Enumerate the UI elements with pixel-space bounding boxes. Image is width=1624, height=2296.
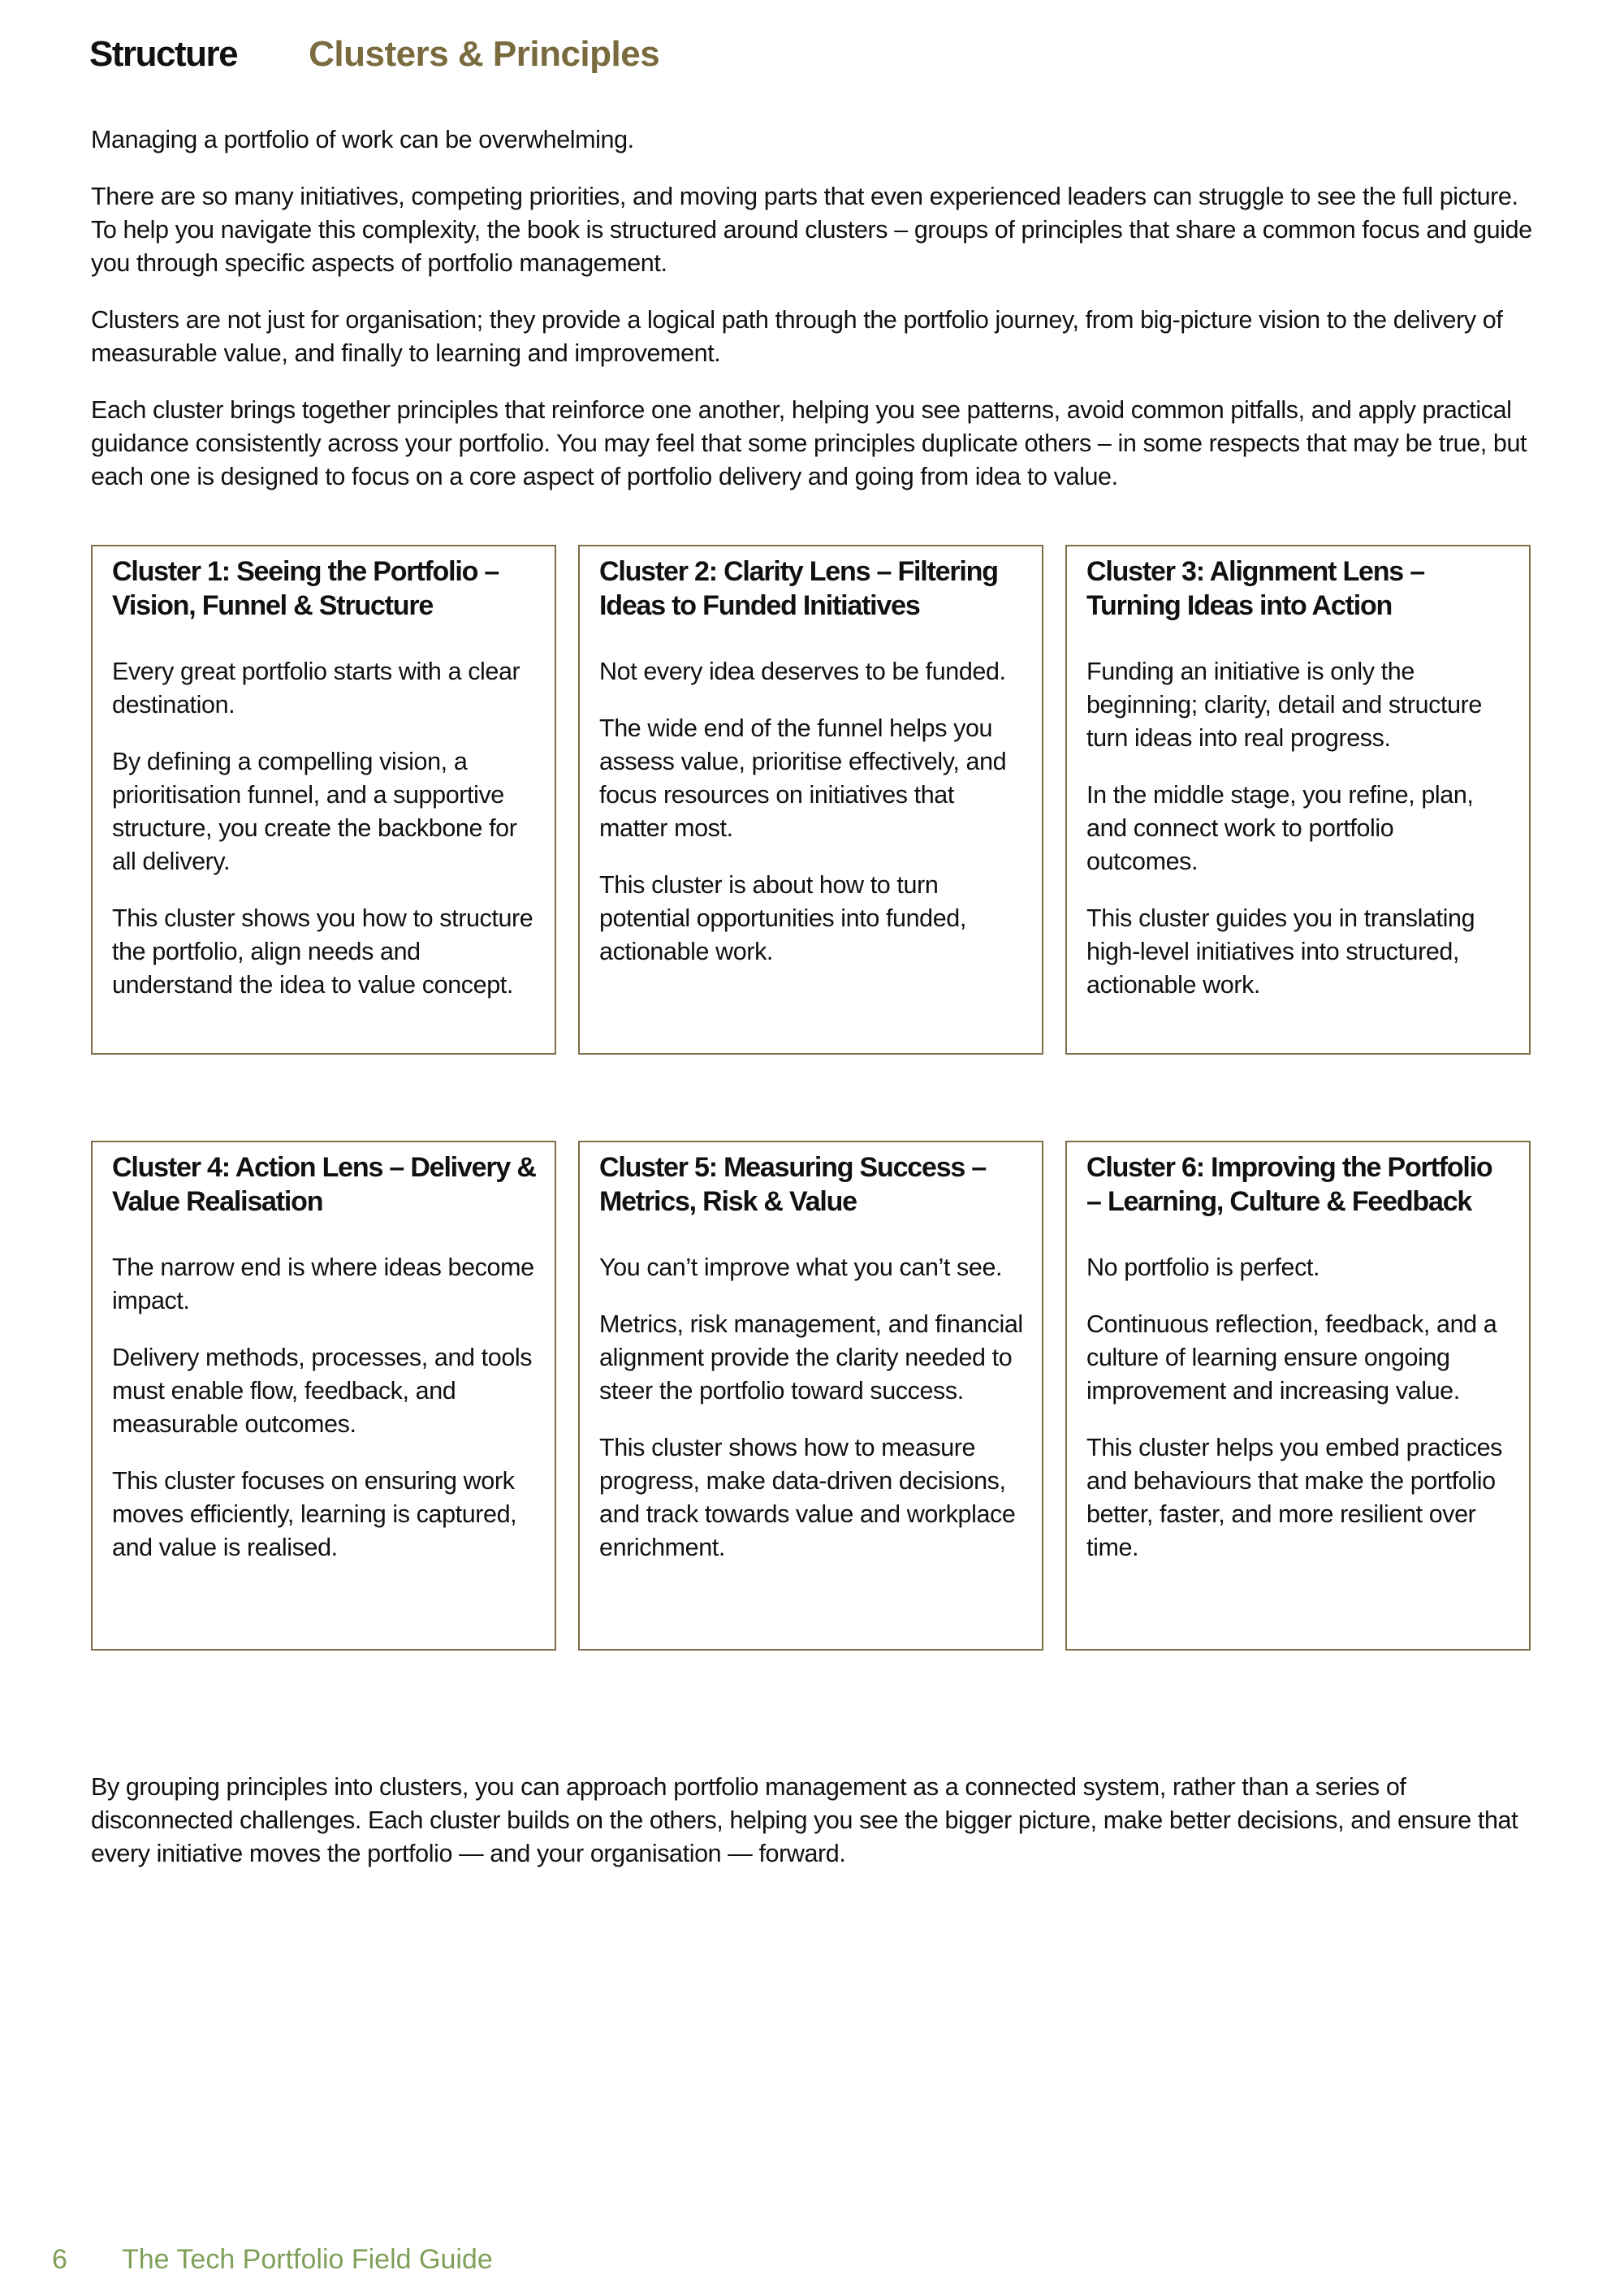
book-title: The Tech Portfolio Field Guide (122, 2244, 493, 2275)
cluster-paragraph: In the middle stage, you refine, plan, and connect work to portfolio outcomes. (1086, 781, 1474, 875)
section-label: Structure (89, 34, 238, 74)
intro-text (91, 123, 1536, 517)
cluster-paragraph: This cluster guides you in translating high-level initiatives into structured, actionable work. (1086, 904, 1475, 999)
cluster-paragraph: Not every idea deserves to be funded. (599, 658, 1006, 685)
cluster-card-6 (1065, 1141, 1531, 1651)
cluster-card-2 (578, 545, 1043, 1055)
page-title: Clusters & Principles (309, 34, 660, 74)
cluster-paragraph: Every great portfolio starts with a clear destination. (112, 658, 520, 719)
cluster-paragraph: This cluster shows you how to structure the portfolio, align needs and understand the idea to value concept. (112, 904, 533, 999)
cluster-card-1 (91, 545, 556, 1055)
cluster-card-5 (578, 1141, 1043, 1651)
cluster-card-3 (1065, 545, 1531, 1055)
cluster-title: Cluster 5: Measuring Success – Metrics, Risk & Value (599, 1152, 987, 1217)
cluster-title: Cluster 1: Seeing the Portfolio – Vision, Funnel & Structure (112, 556, 499, 621)
cluster-title: Cluster 4: Action Lens – Delivery & Value Realisation (112, 1152, 536, 1217)
cluster-paragraph: By defining a compelling vision, a prioritisation funnel, and a supportive structure, you create the backbone for all delivery. (112, 748, 517, 875)
closing-paragraph: By grouping principles into clusters, you can approach portfolio management as a connected system, rather than a series of disconnected challenges. Each cluster builds on the others, helping you see the bigger picture, make better decisions, and ensure that every initiative moves the portfolio — and your organisation — forward. (91, 1773, 1518, 1867)
cluster-paragraph: The narrow end is where ideas become impact. (112, 1254, 534, 1314)
cluster-paragraph: This cluster shows how to measure progress, make data-driven decisions, and track towards value and workplace enrichment. (599, 1434, 1016, 1561)
page-number: 6 (52, 2244, 67, 2275)
cluster-title: Cluster 2: Clarity Lens – Filtering Ideas to Funded Initiatives (599, 556, 998, 621)
cluster-paragraph: This cluster helps you embed practices and behaviours that make the portfolio better, faster, and more resilient over time. (1086, 1434, 1503, 1561)
cluster-card-4 (91, 1141, 556, 1651)
cluster-paragraph: The wide end of the funnel helps you assess value, prioritise effectively, and focus resources on initiatives that matter most. (599, 714, 1007, 842)
intro-paragraph: Managing a portfolio of work can be overwhelming. (91, 126, 634, 153)
cluster-paragraph: You can’t improve what you can’t see. (599, 1254, 1003, 1281)
cluster-paragraph: No portfolio is perfect. (1086, 1254, 1320, 1281)
cluster-paragraph: This cluster is about how to turn potential opportunities into funded, actionable work. (599, 871, 966, 965)
intro-paragraph: There are so many initiatives, competing priorities, and moving parts that even experienced leaders can struggle to see the full picture. To help you navigate this complexity, the book is structured around clusters – groups of principles that share a common focus and guide you through specific aspects of portfolio management. (91, 183, 1532, 277)
intro-paragraph: Clusters are not just for organisation; they provide a logical path through the portfolio journey, from big-picture vision to the delivery of measurable value, and finally to learning and improvement. (91, 306, 1503, 367)
intro-paragraph: Each cluster brings together principles that reinforce one another, helping you see patterns, avoid common pitfalls, and apply practical guidance consistently across your portfolio. You may feel that some principles duplicate others – in some respects that may be true, but each one is designed to focus on a core aspect of portfolio delivery and going from idea to value. (91, 396, 1527, 490)
cluster-paragraph: Metrics, risk management, and financial alignment provide the clarity needed to steer the portfolio toward success. (599, 1310, 1023, 1405)
cluster-paragraph: This cluster focuses on ensuring work moves efficiently, learning is captured, and value is realised. (112, 1467, 517, 1561)
cluster-paragraph: Continuous reflection, feedback, and a culture of learning ensure ongoing improvement and increasing value. (1086, 1310, 1497, 1405)
cluster-title: Cluster 3: Alignment Lens – Turning Ideas into Action (1086, 556, 1424, 621)
cluster-title: Cluster 6: Improving the Portfolio – Learning, Culture & Feedback (1086, 1152, 1492, 1217)
page-footer (52, 2244, 493, 2276)
cluster-paragraph: Funding an initiative is only the beginning; clarity, detail and structure turn ideas into real progress. (1086, 658, 1482, 752)
cluster-paragraph: Delivery methods, processes, and tools must enable flow, feedback, and measurable outcomes. (112, 1344, 533, 1438)
page-header (89, 34, 659, 83)
